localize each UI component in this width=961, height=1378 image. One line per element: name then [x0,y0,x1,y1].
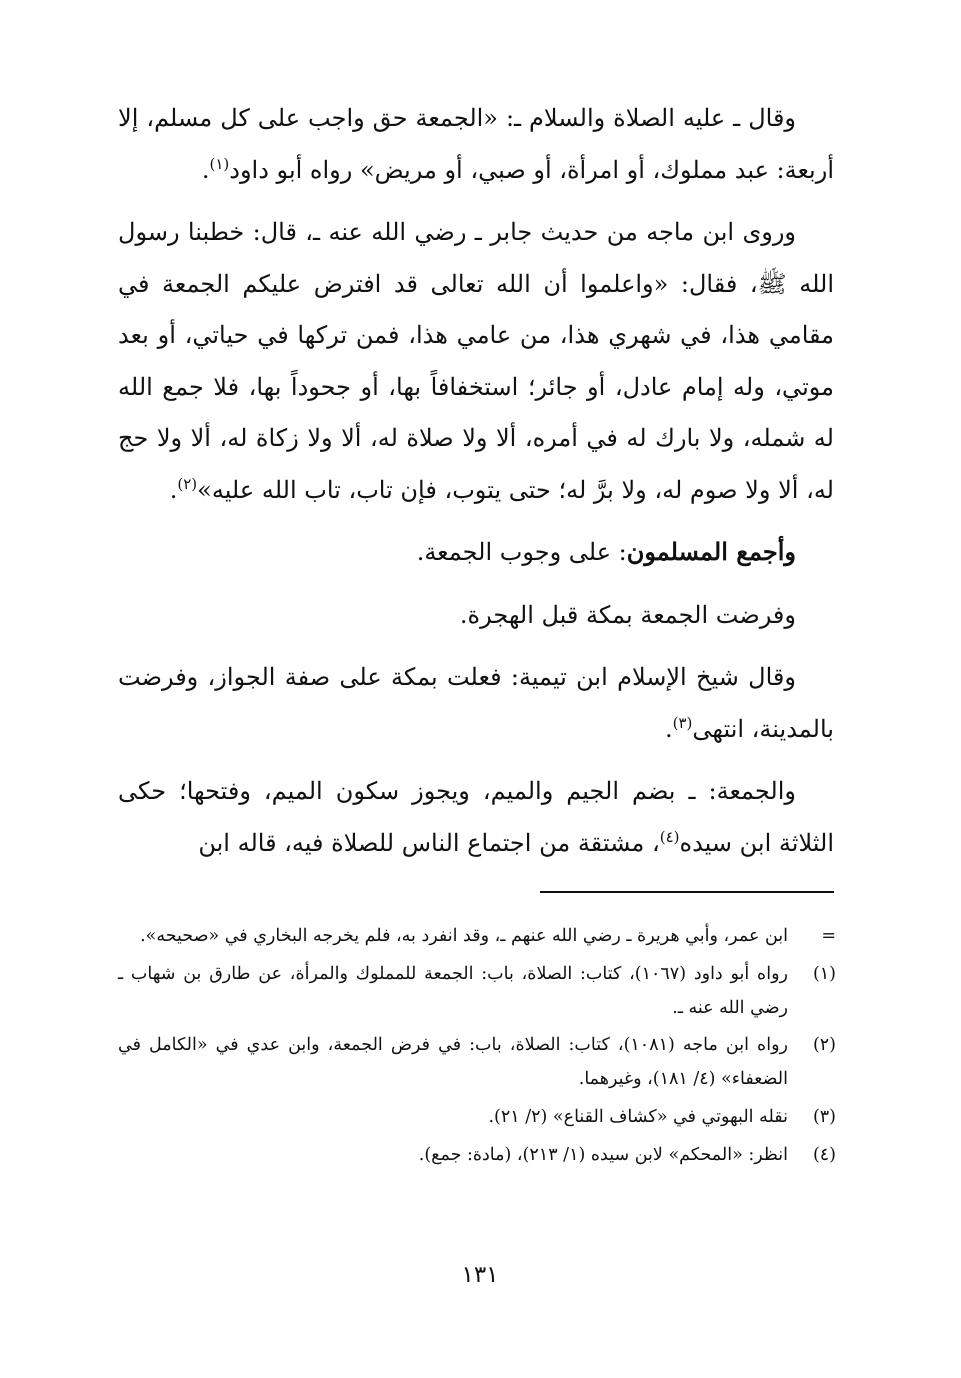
paragraph-tail: ، مشتقة من اجتماع الناس للصلاة فيه، قاله ابن [198,828,660,857]
footnote [118,1101,836,1135]
footnote-marker: = [821,926,836,946]
paragraph-text: وقال شيخ الإسلام ابن تيمية: فعلت بمكة على صفة الجواز، وفرضت بالمدينة، انتهى [118,663,834,743]
paragraph [118,92,834,196]
paragraph [118,651,834,755]
footnote [118,920,836,954]
footnote-reference: (٢) [177,474,198,493]
footnote-marker: (٢) [812,1035,836,1056]
footnote-reference: (١) [209,154,230,173]
footnotes [118,920,836,1177]
footnote-text: رواه أبو داود (١٠٦٧)، كتاب: الصلاة، باب: الجمعة للمملوك والمرأة، عن طارق بن شهاب ـ رضي الله عنه ـ. [118,963,788,1018]
main-text [118,92,834,879]
footnote-reference: (٣) [672,713,693,732]
footnote [118,1139,836,1173]
footnote-marker: (٤) [812,1144,836,1165]
paragraph-tail: . [201,155,210,184]
footnote-reference: (٤) [659,827,680,846]
paragraph-text: والجمعة: ـ بضم الجيم والميم، ويجوز سكون الميم، وفتحها؛ حكى الثلاثة ابن سيده [118,777,834,857]
footnote-marker: (١) [812,963,836,984]
paragraph-tail: . [169,475,178,504]
paragraph-tail: . [664,714,673,743]
footnote-text: رواه ابن ماجه (١٠٨١)، كتاب: الصلاة، باب: في فرض الجمعة، وابن عدي في «الكامل في الضعفاء» (٤/ ١٨١)، وغيرهما. [118,1035,788,1090]
paragraph-text: وقال ـ عليه الصلاة والسلام ـ: «الجمعة حق واجب على كل مسلم، إلا أربعة: عبد مملوك، أو امرأة، أو صبي، أو مريض» رواه أبو داود [118,104,834,184]
paragraph-text: : على وجوب الجمعة. [416,538,627,566]
paragraph [118,206,834,516]
footnote-marker: (٣) [812,1106,836,1127]
footnote-text: ابن عمر، وأبي هريرة ـ رضي الله عنهم ـ، وقد انفرد به، فلم يخرجه البخاري في «صحيحه». [140,926,788,946]
paragraph-lead: وأجمع المسلمون [626,537,796,566]
paragraph-text: وفرضت الجمعة بمكة قبل الهجرة. [459,600,796,629]
paragraph [118,589,834,642]
page-number: ١٣١ [461,1262,499,1288]
footnote-divider [540,891,834,893]
footnote-text: انظر: «المحكم» لابن سيده (١/ ٢١٣)، (مادة: جمع). [418,1144,788,1165]
footnote [118,958,836,1026]
paragraph-text: وروى ابن ماجه من حديث جابر ـ رضي الله عنه ـ، قال: خطبنا رسول الله ﷺ، فقال: «واعلموا أن الله تعالى قد افترض عليكم الجمعة في مقامي هذا، في شهري هذا، من عامي هذا، فمن تركها في حياتي، أو بعد موتي، وله إمام عادل، أو جائر؛ استخفافاً بها، أو جحوداً بها، فلا جمع الله له شمله، ولا بارك له في أمره، ألا ولا صلاة له، ألا ولا زكاة له، ألا ولا حج له، ألا ولا صوم له، ولا برَّ له؛ حتى يتوب، فإن تاب، تاب الله عليه» [118,218,834,504]
footnote-text: نقله البهوتي في «كشاف القناع» (٢/ ٢١). [488,1106,788,1127]
footnote [118,1029,836,1097]
paragraph [118,765,834,869]
paragraph [118,526,834,579]
